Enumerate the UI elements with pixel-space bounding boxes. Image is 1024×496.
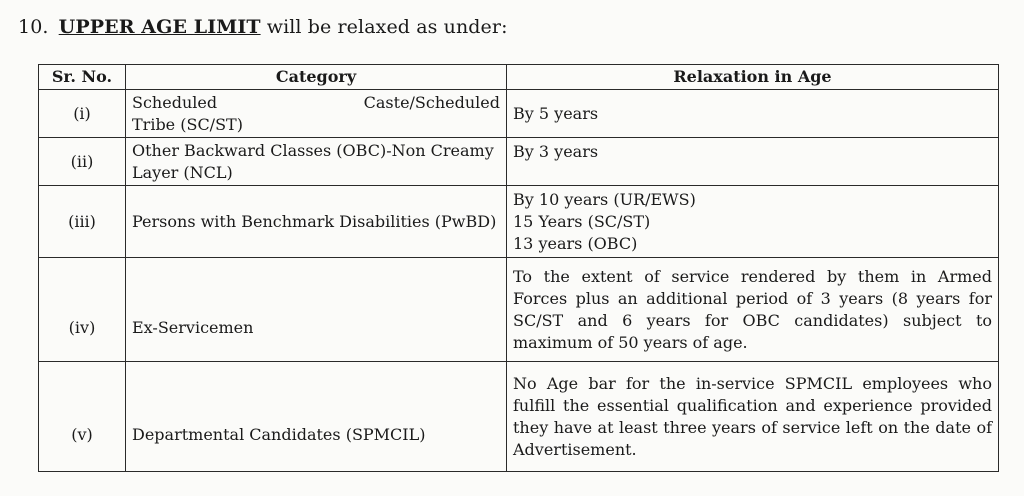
- table-row: [39, 186, 999, 258]
- relaxation-line: By 10 years (UR/EWS): [513, 189, 696, 209]
- row-relaxation: [507, 186, 999, 258]
- section-heading: [18, 16, 508, 38]
- relaxation-line: 13 years (OBC): [513, 233, 638, 253]
- row-relaxation: To the extent of service rendered by them in Armed Forces plus an additional period of 3 years (8 years for SC/ST and 6 years for OBC candidates) subject to maximum of 50 years of age.: [507, 258, 999, 362]
- row-category: Other Backward Classes (OBC)-Non Creamy Layer (NCL): [126, 138, 507, 186]
- table-header-row: [39, 65, 999, 90]
- table-row: [39, 258, 999, 362]
- row-category: Departmental Candidates (SPMCIL): [126, 362, 507, 472]
- row-category: Ex-Servicemen: [126, 258, 507, 362]
- section-number: 10.: [18, 16, 49, 38]
- header-sr-no: Sr. No.: [39, 65, 126, 90]
- row-sr-no: (v): [39, 362, 126, 472]
- row-sr-no: (iv): [39, 258, 126, 362]
- category-line: Tribe (SC/ST): [132, 114, 243, 134]
- row-relaxation: By 3 years: [507, 138, 999, 186]
- header-relaxation: Relaxation in Age: [507, 65, 999, 90]
- relaxation-line: 15 Years (SC/ST): [513, 211, 651, 231]
- category-line: Scheduled Caste/Scheduled: [132, 92, 500, 112]
- section-heading-emphasis: UPPER AGE LIMIT: [58, 16, 261, 38]
- row-relaxation: By 5 years: [507, 90, 999, 138]
- header-category: Category: [126, 65, 507, 90]
- row-relaxation: No Age bar for the in-service SPMCIL employees who fulfill the essential qualification and experience provided they have at least three years of service left on the date of Advertisement.: [507, 362, 999, 472]
- row-sr-no: (ii): [39, 138, 126, 186]
- section-heading-text: will be relaxed as under:: [266, 16, 508, 38]
- row-sr-no: (iii): [39, 186, 126, 258]
- row-category: Persons with Benchmark Disabilities (PwBD): [126, 186, 507, 258]
- table-row: [39, 362, 999, 472]
- row-sr-no: (i): [39, 90, 126, 138]
- table-row: [39, 90, 999, 138]
- row-category: [126, 90, 507, 138]
- age-relaxation-table: [38, 64, 999, 472]
- table-row: [39, 138, 999, 186]
